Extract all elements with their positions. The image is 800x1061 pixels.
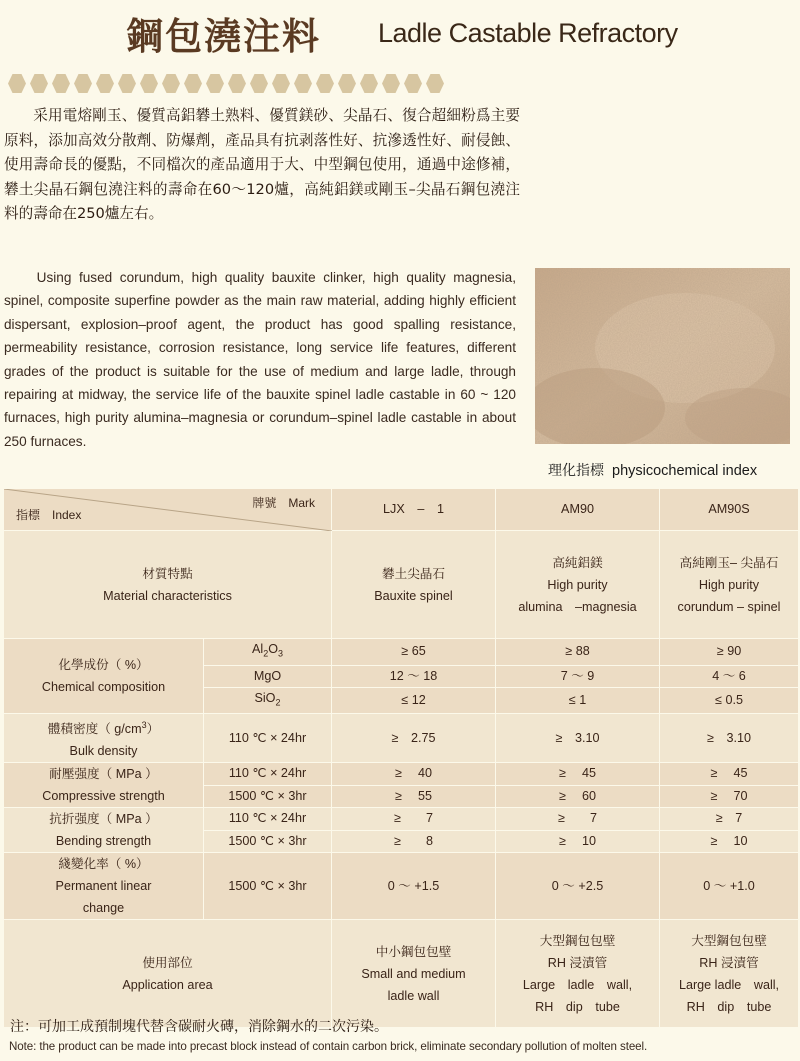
chem-key-al2o3: $Al_2O_3$ xyxy=(204,639,332,666)
castable-powder-photo xyxy=(535,268,790,444)
comp-value: ≥ 45 xyxy=(496,763,660,786)
condition: 110 ℃ × 24hr xyxy=(204,808,332,831)
chem-value: ≤ 12 xyxy=(332,687,496,714)
linear-change-label: 綫變化率（ %） Permanent linear change xyxy=(4,853,204,920)
bend-value: ≥ 10 xyxy=(660,830,799,853)
chem-value: ≤ 0.5 xyxy=(660,687,799,714)
bulk-value: ≥ 3.10 xyxy=(660,714,799,763)
linear-value: 0 ～ +2.5 xyxy=(496,853,660,920)
bend-value: ≥ 7 xyxy=(496,808,660,831)
chem-value: 7 ～ 9 xyxy=(496,665,660,687)
comp-value: ≥ 40 xyxy=(332,763,496,786)
bend-value: ≥ 10 xyxy=(496,830,660,853)
bend-value: ≥ 8 xyxy=(332,830,496,853)
comp-value: ≥ 45 xyxy=(660,763,799,786)
bend-value: ≥ 7 xyxy=(332,808,496,831)
intro-paragraph-cn: 采用電熔剛玉、優質高鋁礬土熟料、優質鎂砂、尖晶石、復合超細粉爲主要原料，添加高效分散劑、防爆劑，產品具有抗剥落性好、抗滲透性好、耐侵蝕、使用壽命長的優點，不同檔次的產品適用于大、中型鋼包使用，通過中途修補，礬土尖晶石鋼包澆注料的壽命在60～120爐，高純鋁鎂或剛玉–尖晶石鋼包澆注料的壽命在250爐左右。 xyxy=(4,107,520,222)
linear-value: 0 ～ +1.0 xyxy=(660,853,799,920)
bulk-density-label: 體積密度（ $g/cm^3$） Bulk density xyxy=(4,714,204,763)
chem-value: 12 ～ 18 xyxy=(332,665,496,687)
comp-value: ≥ 70 xyxy=(660,785,799,808)
bend-value: ≥ 7 xyxy=(660,808,799,831)
chem-value: ≥ 65 xyxy=(332,639,496,666)
application-am90: 大型鋼包包壁 RH 浸漬管 Large ladle wall, RH dip tube xyxy=(496,920,660,1028)
bulk-value: ≥ 2.75 xyxy=(332,714,496,763)
footnote-cn: 注：可加工成預制塊代替含碳耐火磚，消除鋼水的二次污染。 xyxy=(10,1019,388,1035)
material-am90s: 高純剛玉– 尖晶石 High purity corundum – spinel xyxy=(660,531,799,639)
compressive-label: 耐壓强度（ MPa ） Compressive strength xyxy=(4,763,204,808)
material-am90: 高純鋁鎂 High purity alumina –magnesia xyxy=(496,531,660,639)
bending-label: 抗折强度（ MPa ） Bending strength xyxy=(4,808,204,853)
mark-label: 牌號 Mark xyxy=(252,496,315,510)
condition: 1500 ℃ × 3hr xyxy=(204,785,332,808)
bulk-value: ≥ 3.10 xyxy=(496,714,660,763)
chem-value: ≤ 1 xyxy=(496,687,660,714)
chem-key-sio2: SiO$_2$ xyxy=(204,687,332,714)
condition: 110 ℃ × 24hr xyxy=(204,763,332,786)
chem-value: ≥ 90 xyxy=(660,639,799,666)
table-corner-header xyxy=(4,489,332,531)
linear-value: 0 ～ +1.5 xyxy=(332,853,496,920)
spec-table xyxy=(3,488,799,1028)
comp-value: ≥ 55 xyxy=(332,785,496,808)
footnote-en: Note: the product can be made into precast block instead of contain carbon brick, eliminate secondary pollution of molten steel. xyxy=(9,1040,648,1053)
physicochemical-index-label: 理化指標 physicochemical index xyxy=(548,463,758,479)
comp-value: ≥ 60 xyxy=(496,785,660,808)
application-label: 使用部位 Application area xyxy=(4,920,332,1028)
application-am90s: 大型鋼包包壁 RH 浸漬管 Large ladle wall, RH dip tube xyxy=(660,920,799,1028)
chem-label: 化學成份（ %） Chemical composition xyxy=(4,639,204,714)
chem-key-mgo: MgO xyxy=(204,665,332,687)
condition: 110 ℃ × 24hr xyxy=(204,714,332,763)
page-title-en: Ladle Castable Refractory xyxy=(378,18,678,48)
intro-paragraph-en: Using fused corundum, high quality bauxite clinker, high quality magnesia, spinel, composite superfine powder as the main raw material, adding highly efficient dispersant, explosion–proof agent, the product has good spalling resistance, permeability resistance, corrosion resistance, long service life features, different grades of the product is suitable for the use of medium and large ladle, through repairing at midway, the service life of the bauxite spinel ladle castable in 60 ~ 120 furnaces, high purity alumina–magnesia or corundum–spinel ladle castable in about 250 furnaces. xyxy=(4,270,516,449)
grade-am90s: AM90S xyxy=(660,489,799,531)
material-label: 材質特點 Material characteristics xyxy=(4,531,332,639)
grade-ljx: LJX – 1 xyxy=(332,489,496,531)
application-ljx: 中小鋼包包壁 Small and medium ladle wall xyxy=(332,920,496,1028)
material-ljx: 礬土尖晶石 Bauxite spinel xyxy=(332,531,496,639)
grade-am90: AM90 xyxy=(496,489,660,531)
page-title-cn: 鋼包澆注料 xyxy=(126,15,321,58)
condition: 1500 ℃ × 3hr xyxy=(204,853,332,920)
hexagon-divider xyxy=(8,74,444,94)
condition: 1500 ℃ × 3hr xyxy=(204,830,332,853)
chem-value: 4 ～ 6 xyxy=(660,665,799,687)
chem-value: ≥ 88 xyxy=(496,639,660,666)
index-label: 指標 Index xyxy=(16,508,82,522)
